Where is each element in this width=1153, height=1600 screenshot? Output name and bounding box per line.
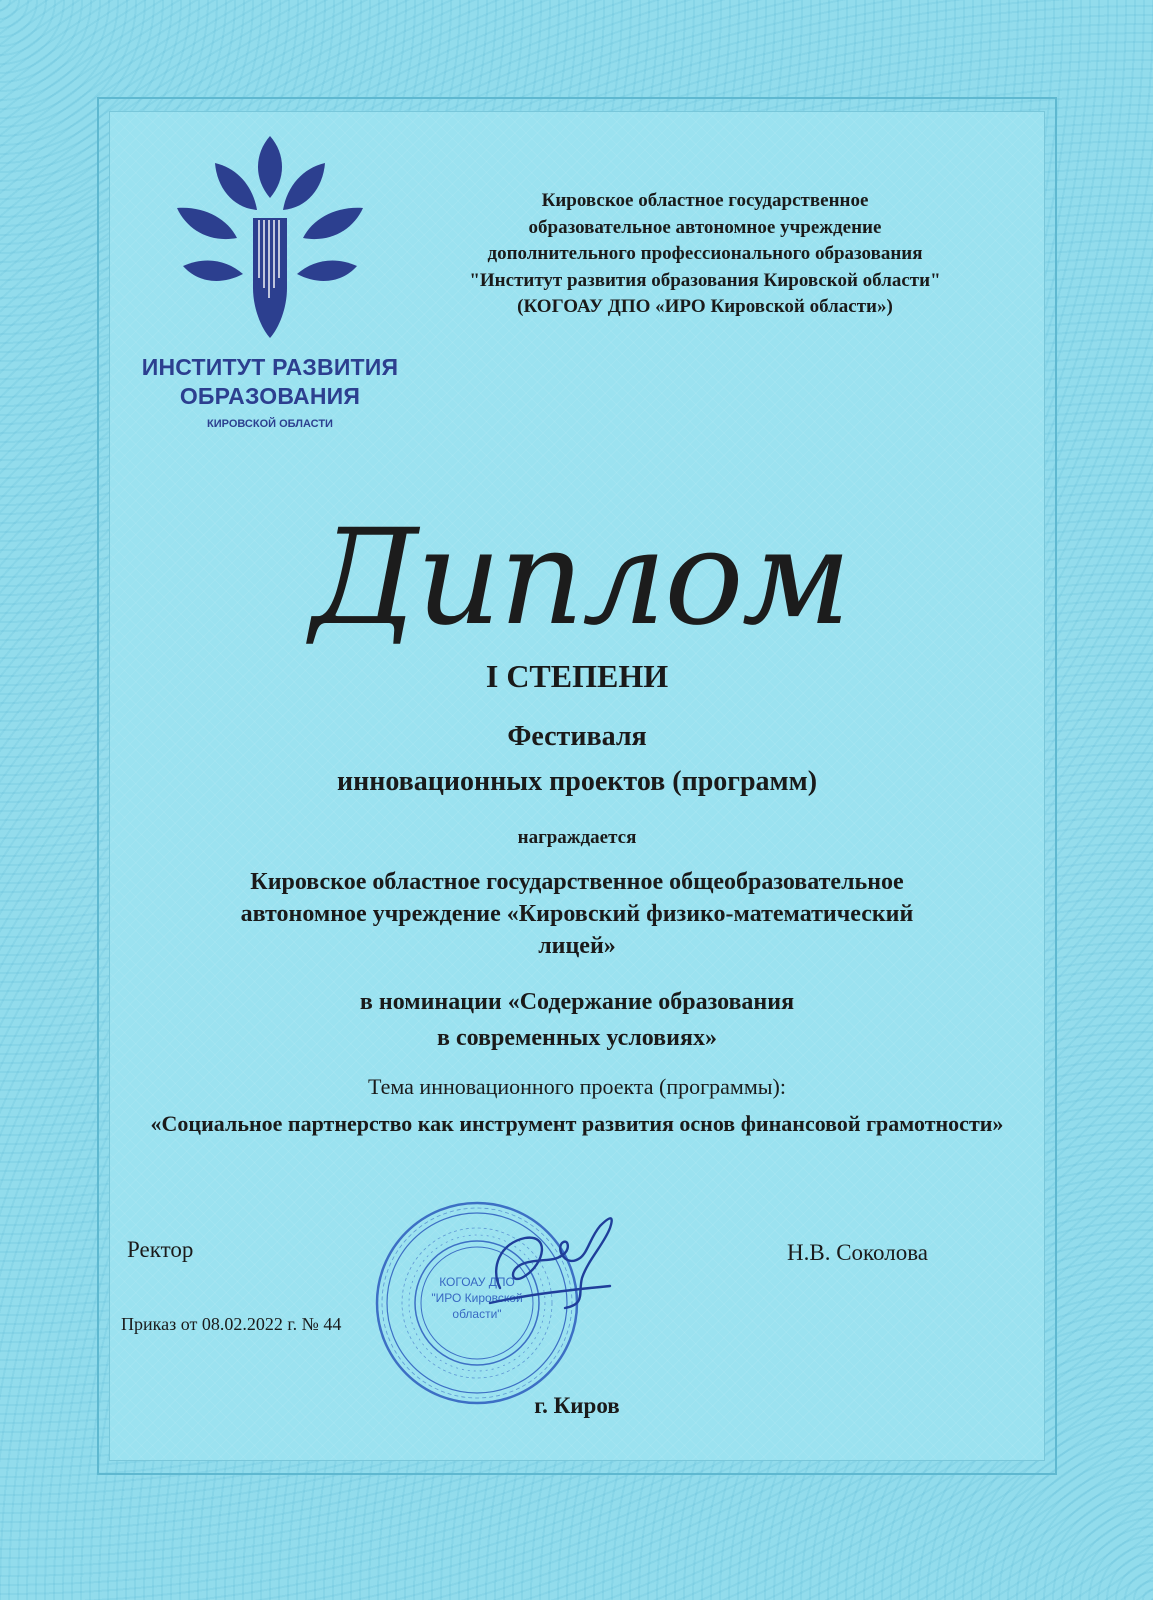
institute-logo — [120, 128, 420, 443]
rector-position: Ректор — [127, 1237, 194, 1262]
organization-name — [420, 188, 990, 321]
logo-text-line1: ИНСТИТУТ РАЗВИТИЯ — [141, 354, 399, 380]
tree-leaves-icon — [175, 128, 365, 343]
nomination — [110, 984, 1044, 1056]
project-topic: «Социальное партнерство как инструмент развития основ финансовой грамотности» — [150, 1111, 1004, 1136]
seal-text-line1: КОГОАУ ДПО — [439, 1275, 515, 1289]
diploma-title: Диплом — [310, 501, 850, 655]
nomination-line1: в номинации «Содержание образования — [359, 989, 795, 1015]
seal-text-line3: области" — [452, 1307, 502, 1321]
order-reference: Приказ от 08.02.2022 г. № 44 — [121, 1314, 342, 1334]
organization-line2: образовательное автономное учреждение — [528, 216, 882, 238]
diploma-degree: I СТЕПЕНИ — [485, 658, 669, 694]
organization-line3: дополнительного профессионального образования — [487, 243, 923, 264]
awarded-label: награждается — [517, 827, 637, 848]
organization-line4: "Институт развития образования Кировской области" — [469, 269, 941, 291]
rector-signature — [470, 1208, 630, 1318]
organization-line1: Кировское областное государственное — [541, 190, 869, 211]
festival-name-line2: инновационных проектов (программ) — [336, 766, 818, 797]
organization-line5: (КОГОАУ ДПО «ИРО Кировской области») — [517, 296, 893, 317]
rector-name: Н.В. Соколова — [787, 1240, 928, 1265]
logo-text-line2: ОБРАЗОВАНИЯ — [179, 383, 361, 409]
topic-label: Тема инновационного проекта (программы): — [368, 1074, 786, 1099]
nomination-line2: в современных условиях» — [437, 1025, 717, 1051]
recipient-name: Кировское областное государственное общеобразовательное автономное учреждение «Кировский физико-математический лицей» — [240, 869, 914, 959]
city: г. Киров — [534, 1393, 620, 1418]
festival-name-line1: Фестиваля — [507, 721, 647, 752]
seal-text-line2: "ИРО Кировской — [431, 1291, 523, 1305]
logo-text-line3: КИРОВСКОЙ ОБЛАСТИ — [207, 418, 333, 430]
